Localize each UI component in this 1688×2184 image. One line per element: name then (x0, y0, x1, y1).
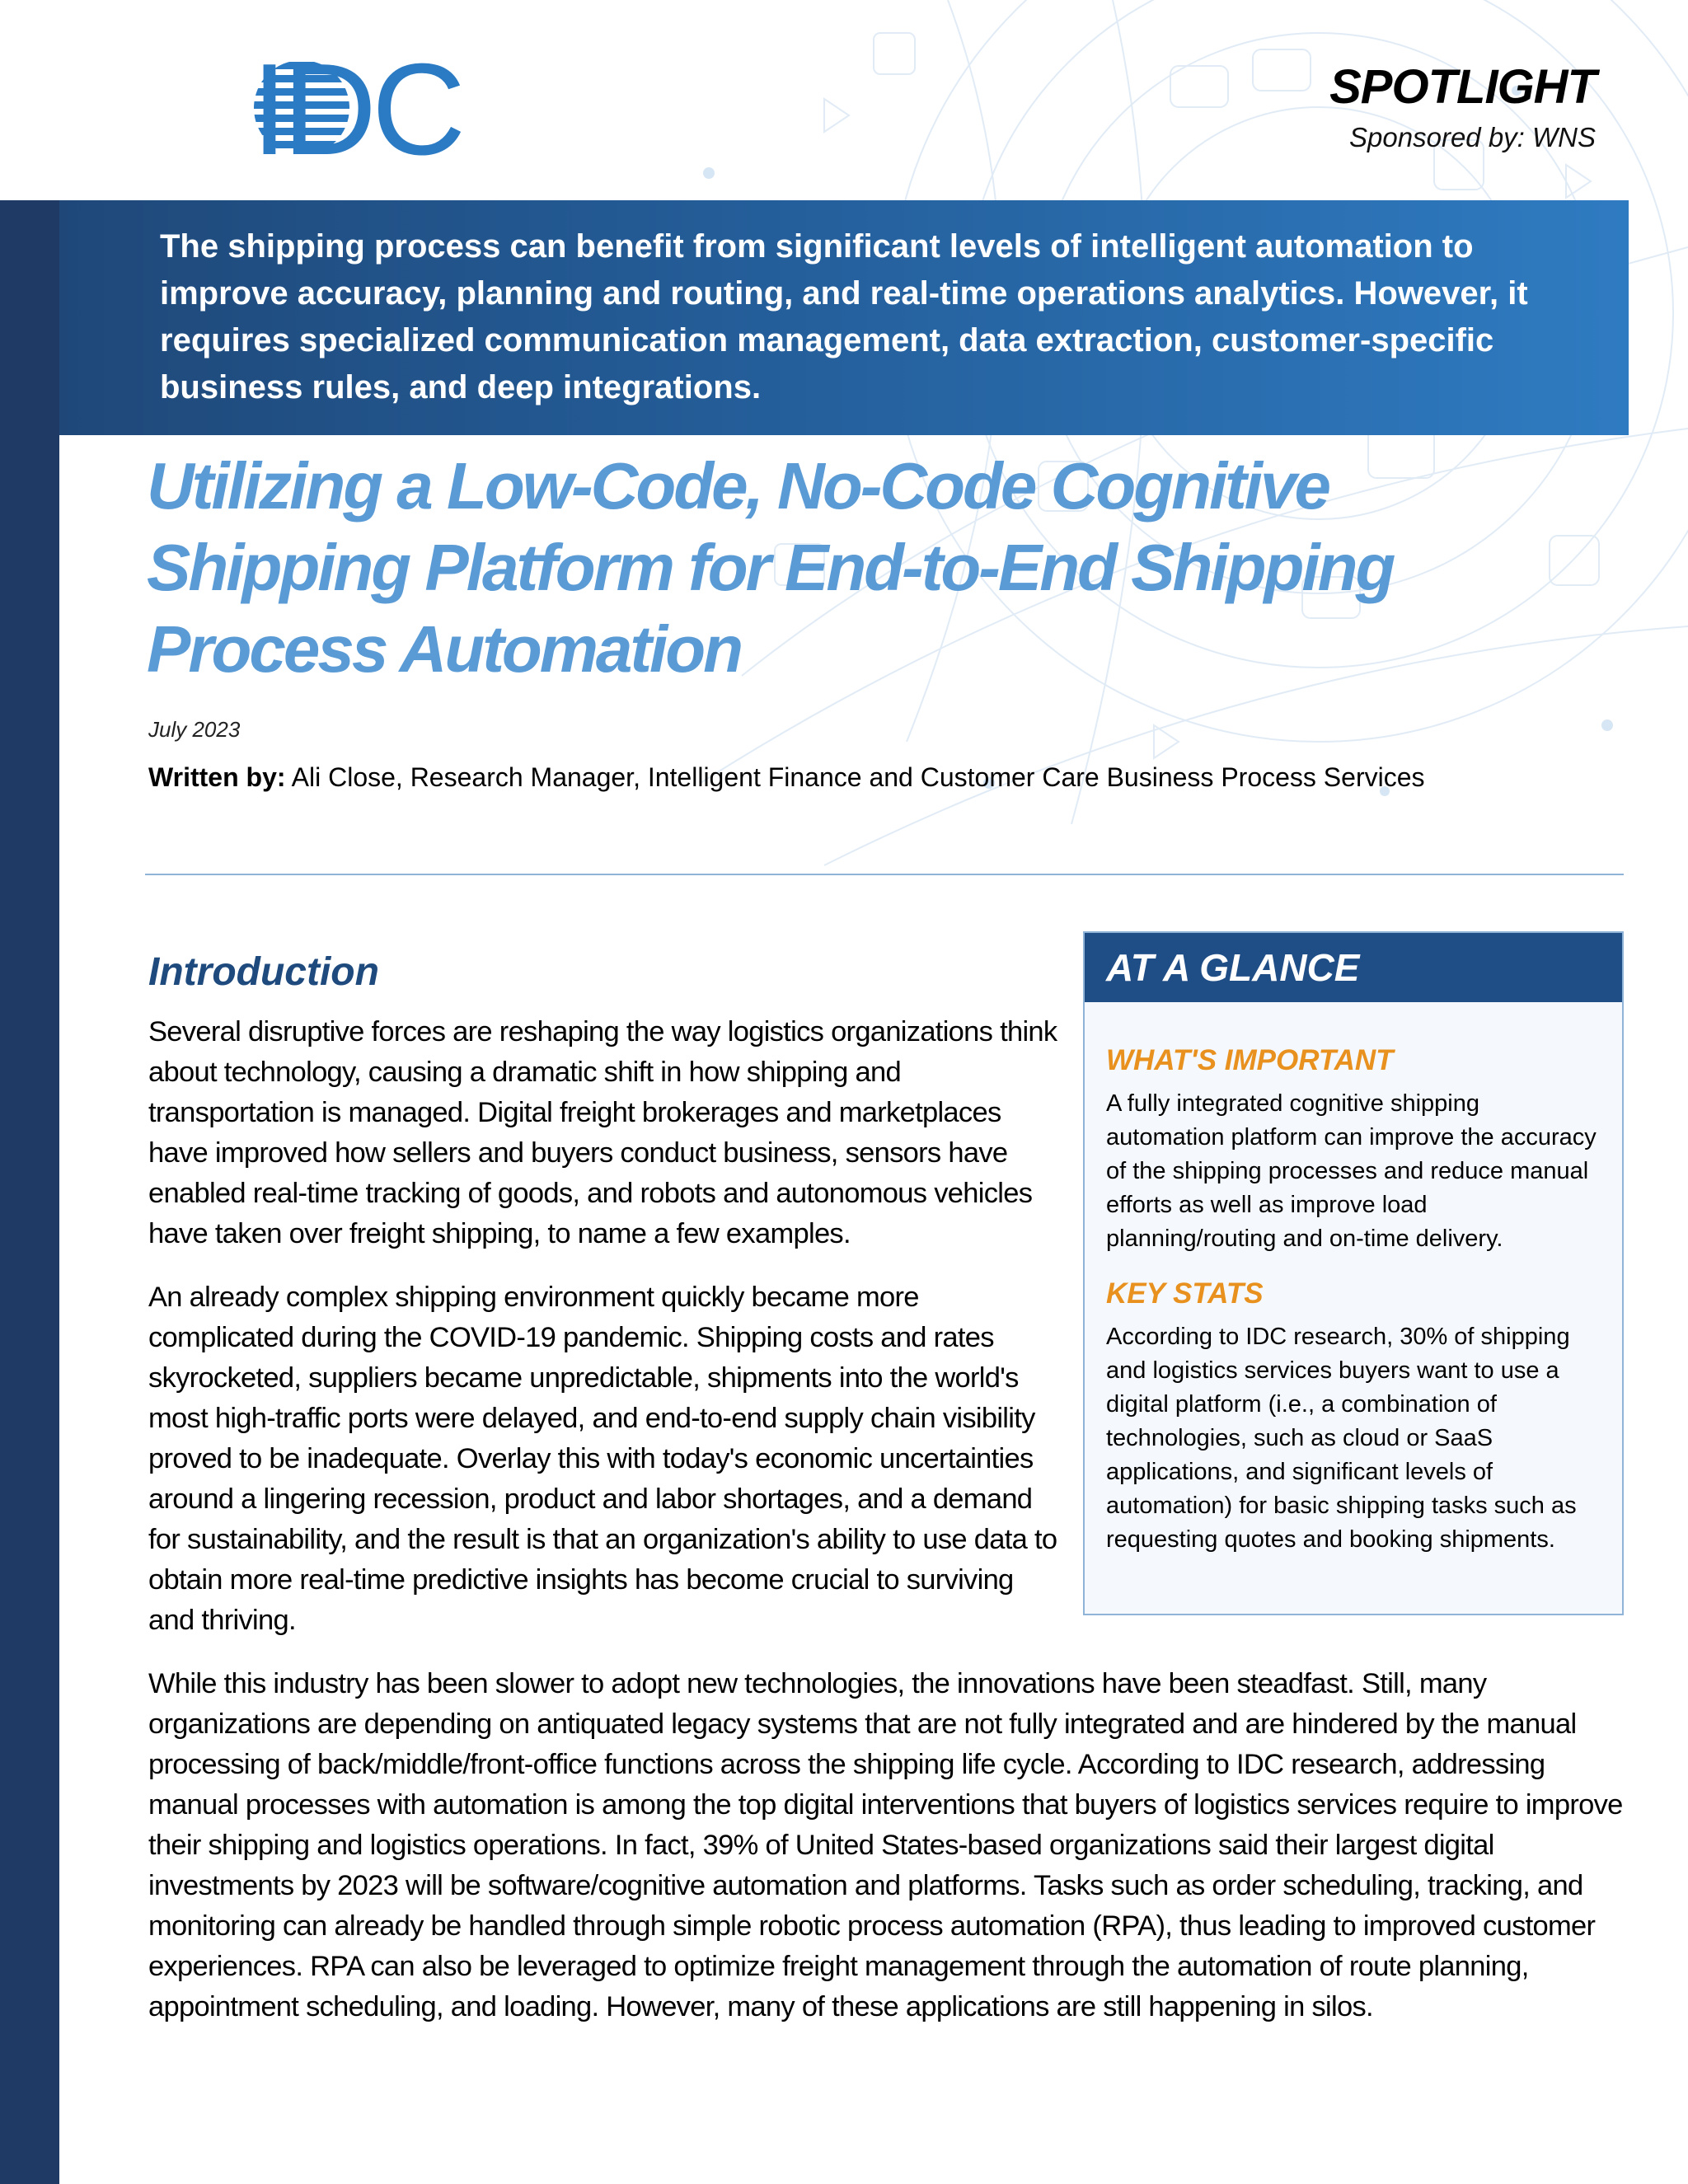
whats-important-text: A fully integrated cognitive shipping automation platform can improve the accuracy of the shipping processes and reduce manual efforts as well as improve load planning/routing and on-time delivery. (1106, 1090, 1597, 1252)
left-accent-bar (0, 200, 59, 2184)
written-by-label: Written by: (148, 762, 286, 792)
intro-paragraph: Several disruptive forces are reshaping the way logistics organizations think about technology, causing a dramatic shift in how shipping and transportation is managed. Digital freight brokerages and marketplaces have improved how sellers and buyers conduct business, sensors have enabled real-time tracking of goods, and robots and autonomous vehicles have taken over freight shipping, to name a few examples. (148, 1016, 1057, 1249)
at-a-glance-heading: AT A GLANCE (1085, 933, 1622, 1002)
at-a-glance-box (1083, 931, 1624, 1615)
summary-banner (59, 200, 1629, 435)
title-line: Process Automation (147, 612, 741, 686)
key-stats-heading: KEY STATS (1106, 1277, 1264, 1310)
author-line (148, 762, 1425, 793)
intro-paragraph: While this industry has been slower to adopt new technologies, the innovations have been steadfast. Still, many organizations are depending on antiquated legacy systems that are not fully integrated and are hindered by the manual processing of back/middle/front-office functions across the shipping life cycle. According to IDC research, addressing manual processes with automation is among the top digital interventions that buyers of logistics services require to improve their shipping and logistics operations. In fact, 39% of United States-based organizations said their largest digital investments by 2023 will be software/cognitive automation and platforms. Tasks such as order scheduling, tracking, and monitoring can already be handled through simple robotic process automation (RPA), thus leading to improved customer experiences. RPA can also be leveraged to optimize freight management through the automation of route planning, appointment scheduling, and loading. However, many of these applications are still happening in silos. (148, 1668, 1623, 2022)
idc-logo-wordmark: IDC (251, 37, 462, 182)
key-stats-text: According to IDC research, 30% of shipping and logistics services buyers want to use a digital platform (i.e., a combination of technologies, such as cloud or SaaS applications, and significant levels of automation) for basic shipping tasks such as requesting quotes and booking shipments. (1106, 1324, 1577, 1553)
divider (145, 874, 1624, 875)
author-details: Ali Close, Research Manager, Intelligent Finance and Customer Care Business Process Services (285, 762, 1425, 792)
whats-important-heading: WHAT'S IMPORTANT (1106, 1044, 1394, 1076)
intro-paragraph: An already complex shipping environment quickly became more complicated during the COVID-19 pandemic. Shipping costs and rates skyrocketed, suppliers became unpredictable, shipments into the world's most high-traffic ports were delayed, and end-to-end supply chain visibility proved to be inadequate. Overlay this with today's economic uncertainties around a lingering recession, product and labor shortages, and a demand for sustainability, and the result is that an organization's ability to use data to obtain more real-time predictive insights has become crucial to surviving and thriving. (148, 1282, 1057, 1636)
sponsored-by: Sponsored by: WNS (1349, 122, 1596, 152)
title-line: Utilizing a Low-Code, No-Code Cognitive (147, 449, 1329, 523)
spotlight-label: SPOTLIGHT (1329, 60, 1596, 114)
banner-text: The shipping process can benefit from significant levels of intelligent automation to improve accuracy, planning and routing, and real-time operations analytics. However, it requires specialized communication management, data extraction, customer-specific business rules, and deep integrations. (160, 228, 1528, 405)
page-title (147, 445, 1548, 690)
publish-date: July 2023 (148, 717, 241, 742)
title-line: Shipping Platform for End-to-End Shipping (147, 531, 1394, 604)
introduction-heading: Introduction (148, 950, 379, 994)
